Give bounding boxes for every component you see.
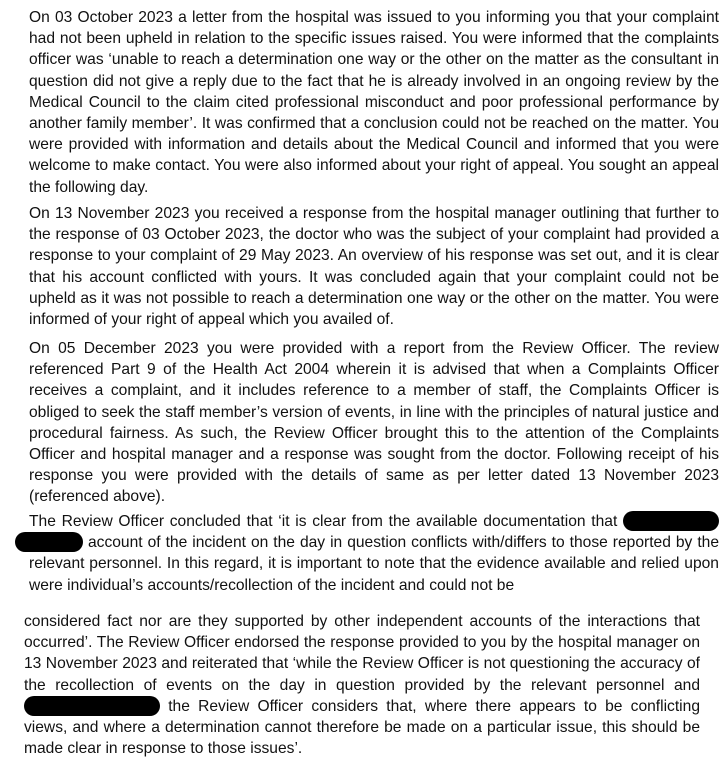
paragraph-3: On 05 December 2023 you were provided with a report from the Review Officer. The review referenced Part 9 of the Health Act 2004 wherein it is advised that when a Complaints Officer receives a complaint, and it includes reference to a member of staff, the Complaints Officer is obliged to seek the staff member’s version of events, in line with the principles of natural justice and procedural fairness. As such, the Review Officer brought this to the attention of the Complaints Officer and hospital manager and a response was sought from the doctor. Following receipt of his response you were provided with the details of same as per letter dated 13 November 2023 (referenced above). <box>29 340 719 506</box>
paragraph-1: On 03 October 2023 a letter from the hospital was issued to you informing you that your complaint had not been upheld in relation to the specific issues raised. You were informed that the complaints officer was ‘unable to reach a determination one way or the other on the matter as the consultant in question did not give a reply due to the fact that he is already involved in an ongoing review by the Medical Council to the claim cited professional misconduct and poor professional performance by another family member’. It was confirmed that a conclusion could not be reached on the matter. You were provided with information and details about the Medical Council and informed that you were welcome to make contact. You were also informed about your right of appeal. You sought an appeal the following day. <box>29 9 719 196</box>
paragraph-5-text-after: the Review Officer considers that, where there appears to be conflicting views, and where a determination cannot therefore be made on a particular issue, this should be made clear in response to those issues’. <box>24 697 700 758</box>
redaction-block <box>15 532 83 552</box>
redaction-block <box>24 696 160 716</box>
redaction-block <box>623 511 719 531</box>
paragraph-5 <box>24 611 700 759</box>
paragraph-5-text-before: considered fact nor are they supported by other independent accounts of the interactions that occurred’. The Review Officer endorsed the response provided to you by the hospital manager on 13 November 2023 and reiterated that ‘while the Review Officer is not questioning the accuracy of the recollection of events on the day in question provided by the relevant personnel and <box>24 613 700 694</box>
paragraph-4 <box>29 511 719 596</box>
paragraph-4-text-after: account of the incident on the day in question conflicts with/differs to those reported by the relevant personnel. In this regard, it is important to note that the evidence available and relied upon were individual’s accounts/recollection of the incident and could not be <box>29 534 719 594</box>
paragraph-4-text-before: The Review Officer concluded that ‘it is clear from the available documentation that <box>29 513 623 530</box>
paragraph-2: On 13 November 2023 you received a response from the hospital manager outlining that further to the response of 03 October 2023, the doctor who was the subject of your complaint had provided a response to your complaint of 29 May 2023. An overview of his response was set out, and it is clear that his account conflicted with yours. It was concluded again that your complaint could not be upheld as it was not possible to reach a determination one way or the other on the matter. You were informed of your right of appeal which you availed of. <box>29 205 719 329</box>
